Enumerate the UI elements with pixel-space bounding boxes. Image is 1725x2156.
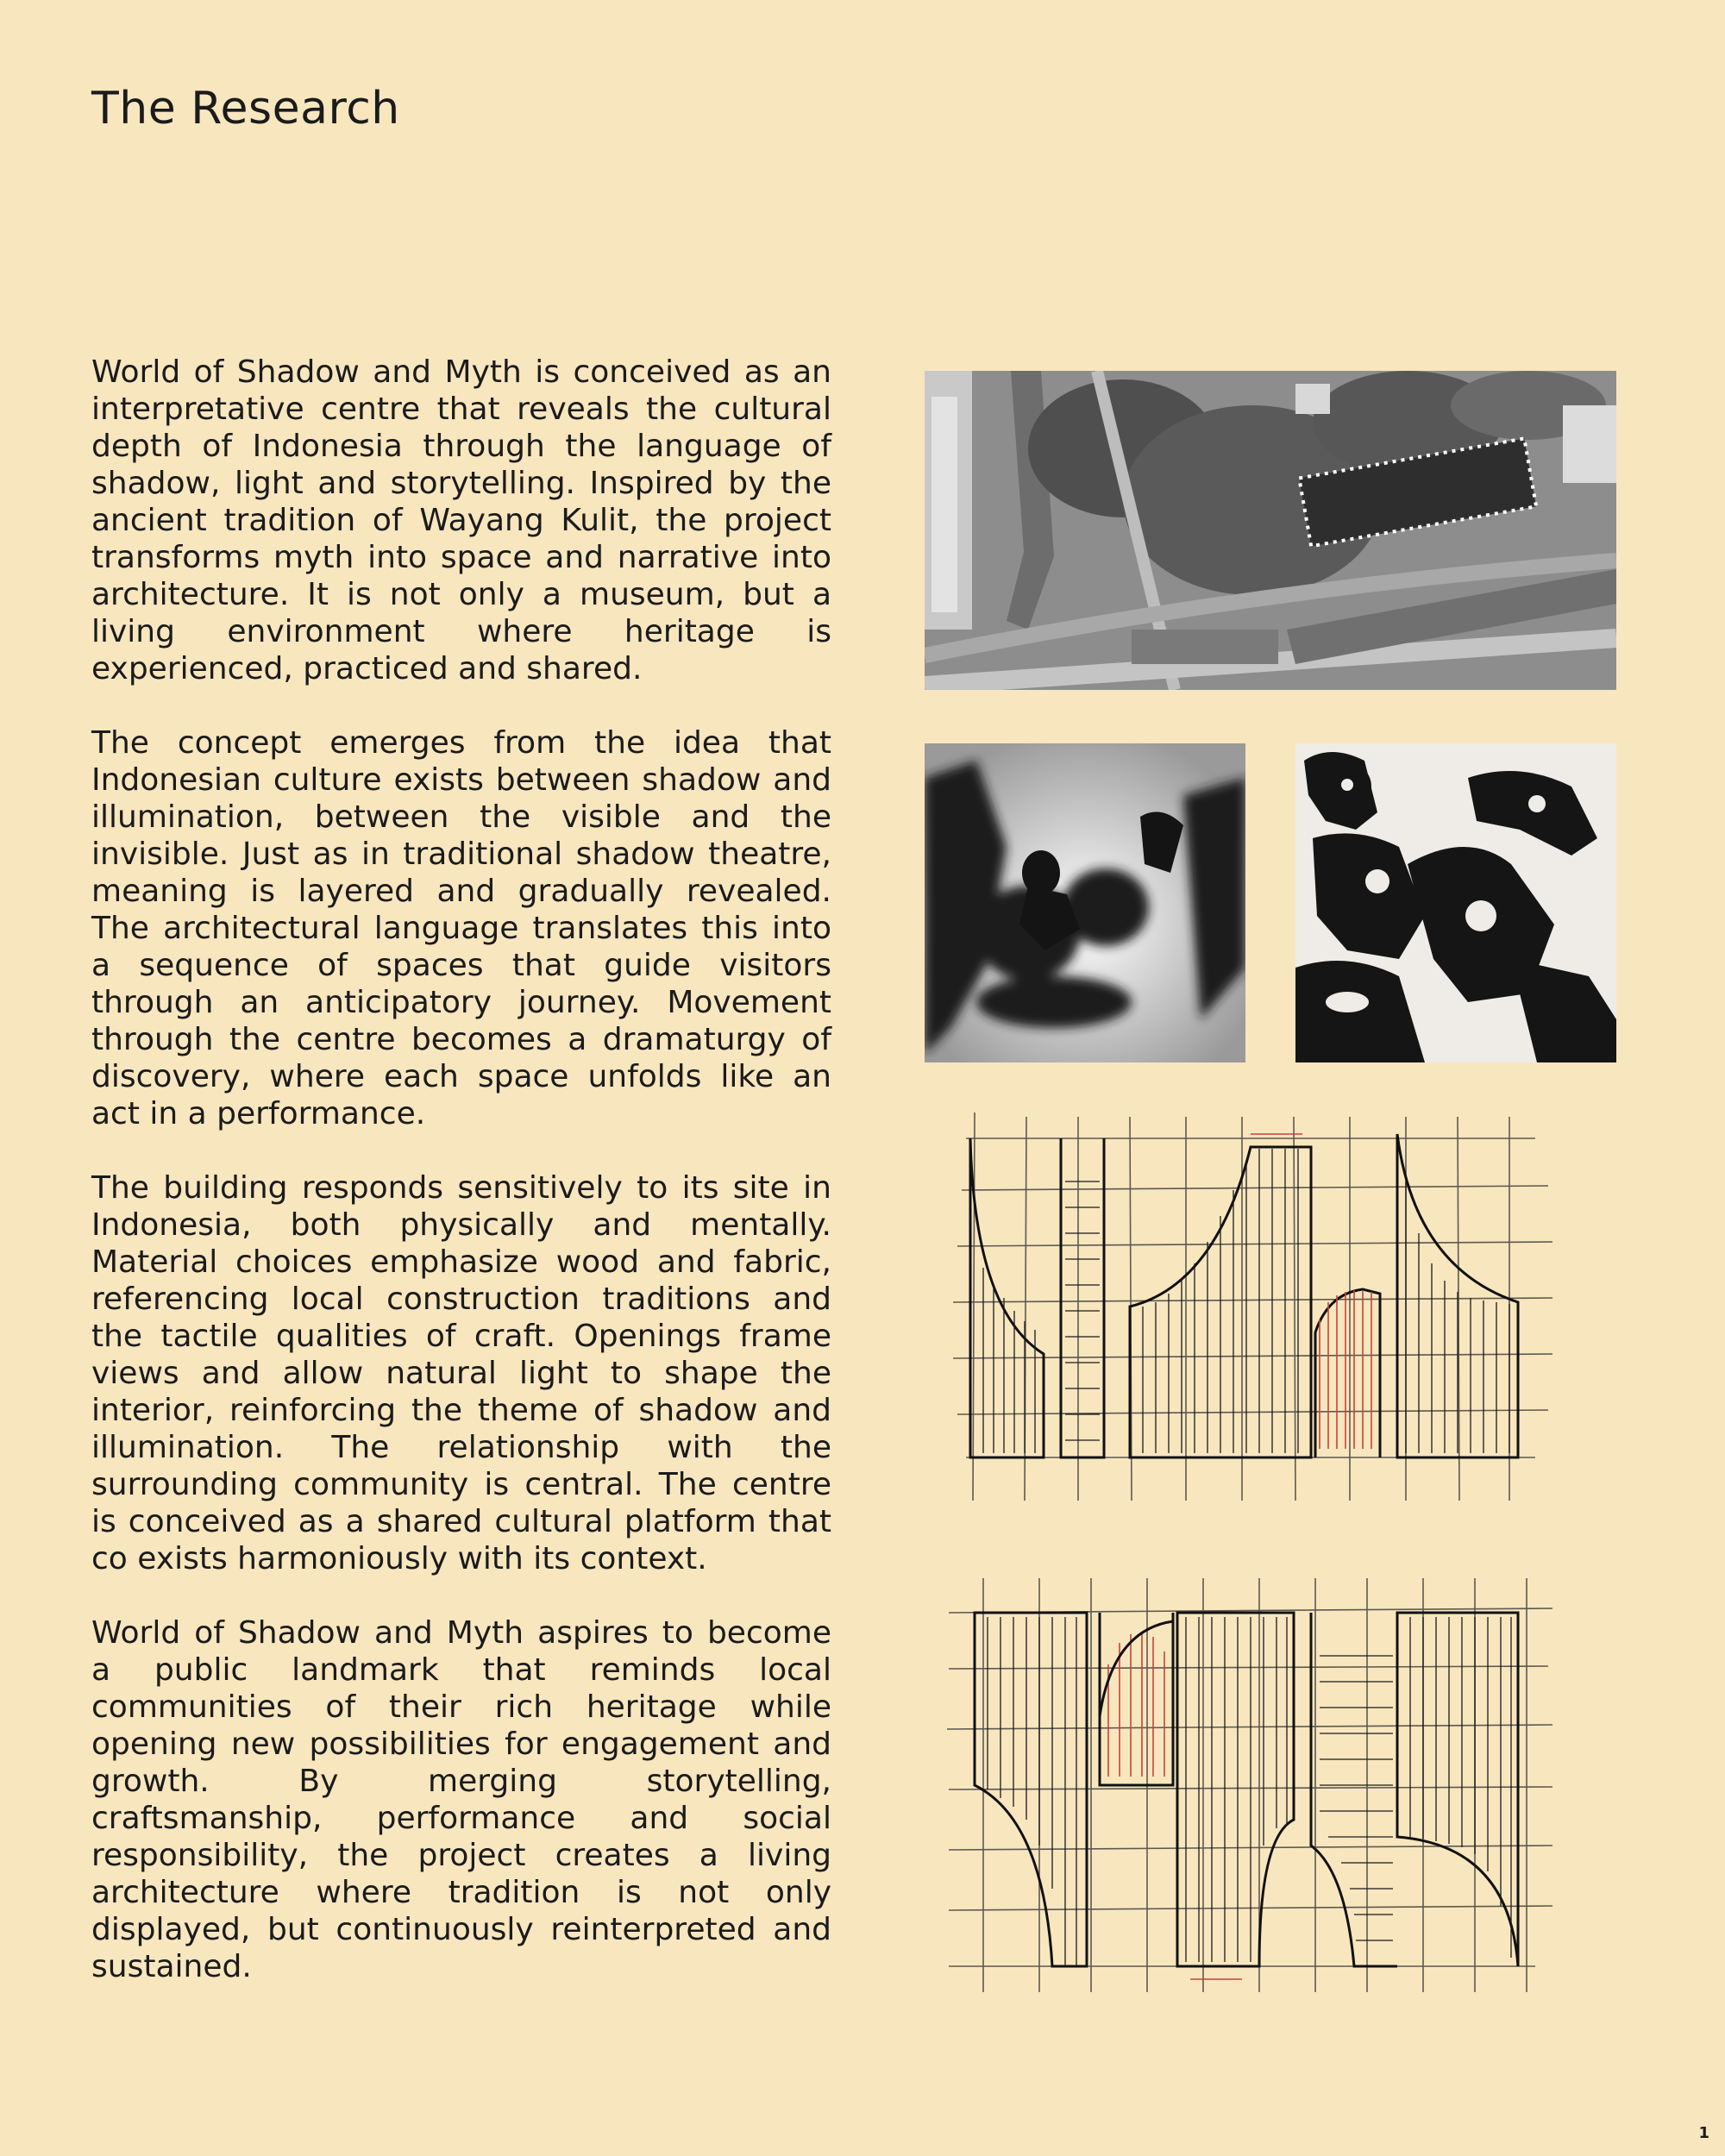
facade-sketch-upper: [914, 1095, 1587, 1518]
wayang-figure-drawing: [1295, 743, 1616, 1062]
page-number: 1: [1698, 2124, 1709, 2142]
paragraph-site: The building responds sensitively to its site in Indonesia, both physically and mentally. Material choices emphasize wood and fabric, referencing local construction traditions and the tactile qualities of craft. Openings frame views and allow natural light to shape the interior, reinforcing the theme of shadow and illumination. The relationship with the surrounding community is central. The centre is conceived as a shared cultural platform that co exists harmoniously with its context.: [91, 1170, 831, 1576]
paragraph-aspiration: World of Shadow and Myth aspires to become a public landmark that reminds local communities of their rich heritage while opening new possibilities for engagement and growth. By merging storytelling, craftsmanship, performance and social responsibility, the project creates a living architecture where tradition is not only displayed, but continuously reinterpreted and sustained.: [91, 1615, 831, 1984]
body-text: [91, 354, 831, 2022]
facade-sketch-lower: [914, 1561, 1587, 2009]
page-title: The Research: [91, 83, 400, 135]
aerial-site-photo: [925, 371, 1616, 690]
paragraph-concept: The concept emerges from the idea that Indonesian culture exists between shadow and illumination, between the visible and the invisible. Just as in traditional shadow theatre, meaning is layered and gradually revealed. The architectural language translates this into a sequence of spaces that guide visitors through an anticipatory journey. Movement through the centre becomes a dramaturgy of discovery, where each space unfolds like an act in a performance.: [91, 725, 831, 1131]
shadow-puppet-photo: [925, 743, 1245, 1062]
paragraph-intro: World of Shadow and Myth is conceived as an interpretative centre that reveals the cultural depth of Indonesia through the language of shadow, light and storytelling. Inspired by the ancient tradition of Wayang Kulit, the project transforms myth into space and narrative into architecture. It is not only a museum, but a living environment where heritage is experienced, practiced and shared.: [91, 354, 831, 686]
